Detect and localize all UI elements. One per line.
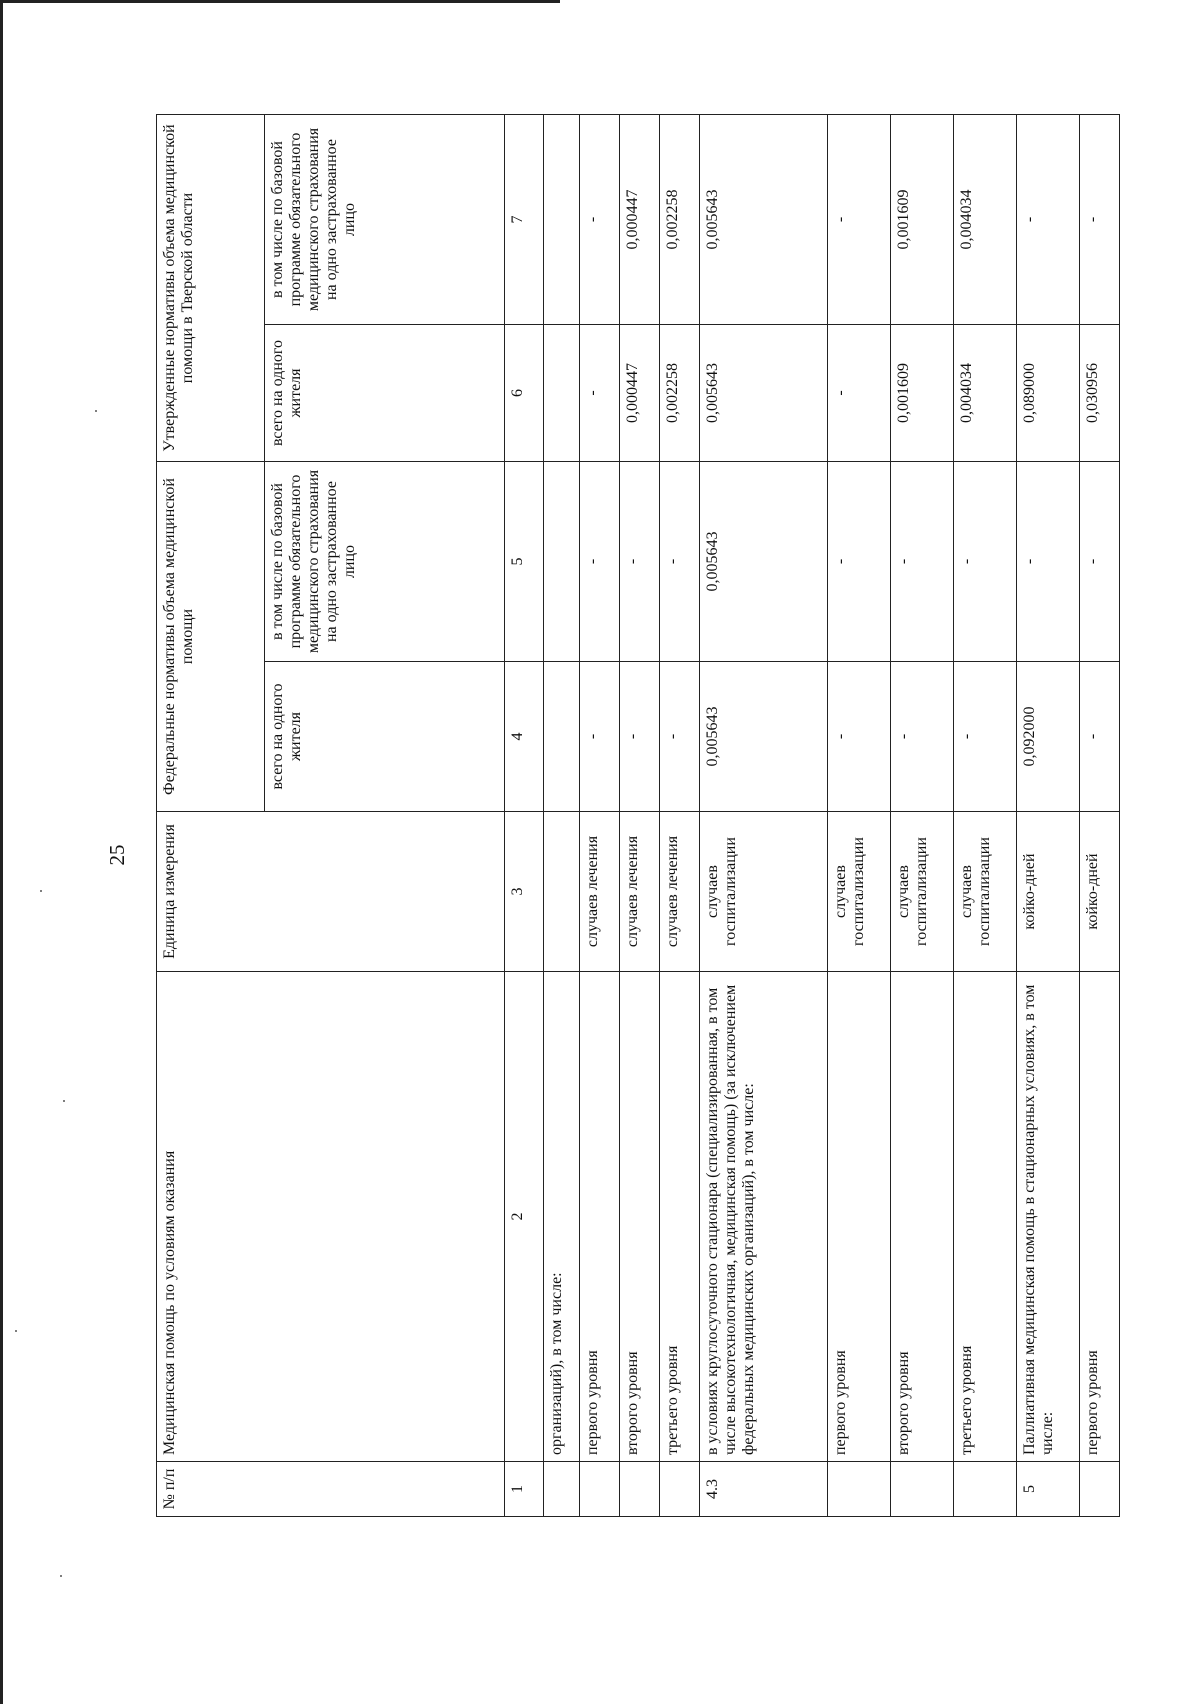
header-number: № п/п xyxy=(157,1462,505,1517)
row-tver-oms: 0,001609 xyxy=(891,115,954,325)
row-tver-oms: 0,004034 xyxy=(954,115,1017,325)
row-federal-total: 0,005643 xyxy=(700,662,828,812)
row-tver-total: 0,002258 xyxy=(660,325,700,462)
table-row xyxy=(891,115,954,1517)
row-tver-total: 0,001609 xyxy=(891,325,954,462)
row-tver-total: - xyxy=(580,325,620,462)
table-row xyxy=(1080,115,1120,1517)
row-federal-total: - xyxy=(891,662,954,812)
row-tver-total: 0,004034 xyxy=(954,325,1017,462)
table-row xyxy=(544,115,580,1517)
column-number: 3 xyxy=(505,812,544,972)
header-federal-total: всего на одного жителя xyxy=(265,662,505,812)
row-tver-total xyxy=(544,325,580,462)
norms-table xyxy=(156,114,1120,1517)
row-number xyxy=(891,1462,954,1517)
header-unit: Единица измерения xyxy=(157,812,505,972)
row-unit: случаев госпитализации xyxy=(954,812,1017,972)
row-federal-total: - xyxy=(660,662,700,812)
rotated-table-wrapper xyxy=(156,115,1101,1517)
table-row xyxy=(580,115,620,1517)
row-name: второго уровня xyxy=(620,972,660,1462)
row-federal-total: - xyxy=(828,662,891,812)
row-name: организаций), в том числе: xyxy=(544,972,580,1462)
row-tver-total: 0,089000 xyxy=(1017,325,1080,462)
row-federal-oms: - xyxy=(891,462,954,662)
table-row xyxy=(620,115,660,1517)
row-federal-total: - xyxy=(620,662,660,812)
row-tver-total: 0,000447 xyxy=(620,325,660,462)
row-federal-total: - xyxy=(580,662,620,812)
table-row xyxy=(954,115,1017,1517)
table-row xyxy=(700,115,828,1517)
row-federal-oms: - xyxy=(1080,462,1120,662)
column-number: 1 xyxy=(505,1462,544,1517)
row-federal-oms: - xyxy=(954,462,1017,662)
row-tver-oms: 0,005643 xyxy=(700,115,828,325)
row-number xyxy=(1080,1462,1120,1517)
row-tver-oms xyxy=(544,115,580,325)
row-federal-total: - xyxy=(1080,662,1120,812)
scan-speck xyxy=(60,1575,62,1577)
row-federal-oms: - xyxy=(620,462,660,662)
header-care-type: Медицинская помощь по условиям оказания xyxy=(157,972,505,1462)
row-federal-oms: - xyxy=(660,462,700,662)
row-number: 5 xyxy=(1017,1462,1080,1517)
row-tver-oms: 0,002258 xyxy=(660,115,700,325)
scan-speck xyxy=(95,410,97,412)
header-federal-oms: в том числе по базовой программе обязательного медицинского страхования на одно застрахованное лицо xyxy=(265,462,505,662)
row-number xyxy=(580,1462,620,1517)
header-tver-oms: в том числе по базовой программе обязательного медицинского страхования на одно застрахованное лицо xyxy=(265,115,505,325)
row-tver-total: 0,030956 xyxy=(1080,325,1120,462)
row-tver-oms: - xyxy=(828,115,891,325)
scan-edge xyxy=(0,0,560,3)
column-number-row xyxy=(505,115,544,1517)
column-number: 6 xyxy=(505,325,544,462)
row-unit: случаев лечения xyxy=(660,812,700,972)
scan-speck xyxy=(63,1100,65,1102)
header-tver-total: всего на одного жителя xyxy=(265,325,505,462)
table-row xyxy=(828,115,891,1517)
row-number xyxy=(620,1462,660,1517)
row-tver-total: 0,005643 xyxy=(700,325,828,462)
row-tver-total: - xyxy=(828,325,891,462)
scan-edge xyxy=(0,0,3,1704)
page-number: 25 xyxy=(105,844,129,866)
row-number xyxy=(660,1462,700,1517)
table-row xyxy=(1017,115,1080,1517)
row-name: третьего уровня xyxy=(954,972,1017,1462)
row-tver-oms: - xyxy=(580,115,620,325)
header-tver-group: Утвержденные нормативы объема медицинской помощи в Тверской области xyxy=(157,115,265,462)
row-tver-oms: 0,000447 xyxy=(620,115,660,325)
row-federal-oms: - xyxy=(828,462,891,662)
row-tver-oms: - xyxy=(1080,115,1120,325)
row-federal-total: 0,092000 xyxy=(1017,662,1080,812)
row-name: первого уровня xyxy=(1080,972,1120,1462)
row-federal-oms: - xyxy=(580,462,620,662)
row-name: первого уровня xyxy=(580,972,620,1462)
row-number xyxy=(544,1462,580,1517)
row-unit: случаев госпитализации xyxy=(828,812,891,972)
row-name: третьего уровня xyxy=(660,972,700,1462)
row-number xyxy=(954,1462,1017,1517)
column-number: 7 xyxy=(505,115,544,325)
row-tver-oms: - xyxy=(1017,115,1080,325)
row-name: Паллиативная медицинская помощь в стационарных условиях, в том числе: xyxy=(1017,972,1080,1462)
row-unit: случаев лечения xyxy=(620,812,660,972)
row-federal-oms xyxy=(544,462,580,662)
column-number: 2 xyxy=(505,972,544,1462)
row-federal-oms: - xyxy=(1017,462,1080,662)
row-name: первого уровня xyxy=(828,972,891,1462)
table-row xyxy=(660,115,700,1517)
row-number xyxy=(828,1462,891,1517)
row-name: второго уровня xyxy=(891,972,954,1462)
row-federal-total xyxy=(544,662,580,812)
row-name: в условиях круглосуточного стационара (специализированная, в том числе высокотехнологичная, медицинская помощь) (за исключением федеральных медицинских организаций), в том числе: xyxy=(700,972,828,1462)
row-federal-oms: 0,005643 xyxy=(700,462,828,662)
column-number: 5 xyxy=(505,462,544,662)
column-number: 4 xyxy=(505,662,544,812)
row-unit: случаев лечения xyxy=(580,812,620,972)
scan-speck xyxy=(15,1330,17,1332)
row-unit: койко-дней xyxy=(1017,812,1080,972)
row-unit: случаев госпитализации xyxy=(700,812,828,972)
row-unit: случаев госпитализации xyxy=(891,812,954,972)
row-unit xyxy=(544,812,580,972)
scan-speck xyxy=(40,890,42,892)
header-federal-group: Федеральные нормативы объема медицинской помощи xyxy=(157,462,265,812)
row-federal-total: - xyxy=(954,662,1017,812)
row-number: 4.3 xyxy=(700,1462,828,1517)
row-unit: койко-дней xyxy=(1080,812,1120,972)
